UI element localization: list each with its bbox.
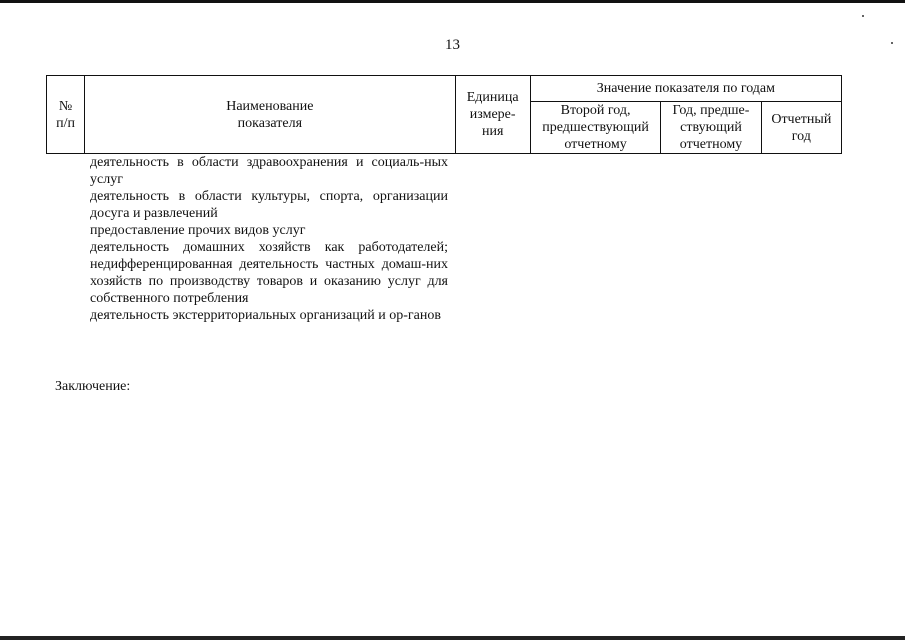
- column-prior-year-header: Год, предше- ствующий отчетному: [661, 102, 761, 154]
- column-values-group-header: Значение показателя по годам: [530, 76, 841, 102]
- column-name-header: Наименование показателя: [85, 76, 455, 154]
- activity-list: [90, 154, 448, 324]
- conclusion-label: Заключение:: [55, 379, 131, 394]
- column-reporting-year-header: Отчетный год: [761, 102, 841, 154]
- list-item: деятельность экстерриториальных организаций и ор-ганов: [90, 308, 441, 323]
- list-item: деятельность в области культуры, спорта, организации досуга и развлечений: [90, 189, 448, 221]
- indicator-table-header: [46, 75, 842, 154]
- scan-speck: [862, 15, 864, 17]
- scan-speck: [891, 42, 893, 44]
- column-second-prior-year-header: Второй год, предшествующий отчетному: [530, 102, 660, 154]
- list-item: предоставление прочих видов услуг: [90, 223, 306, 238]
- column-unit-header: Единица измере- ния: [455, 76, 530, 154]
- column-number-header: № п/п: [47, 76, 85, 154]
- list-item: деятельность в области здравоохранения и социаль-ных услуг: [90, 155, 448, 187]
- list-item: деятельность домашних хозяйств как работодателей; недифференцированная деятельность частных домаш-них хозяйств по производству товаров и оказанию услуг для собственного потребления: [90, 240, 448, 306]
- page-number: 13: [445, 37, 460, 53]
- bottom-scan-border: [0, 636, 905, 640]
- top-scan-border: [0, 0, 905, 3]
